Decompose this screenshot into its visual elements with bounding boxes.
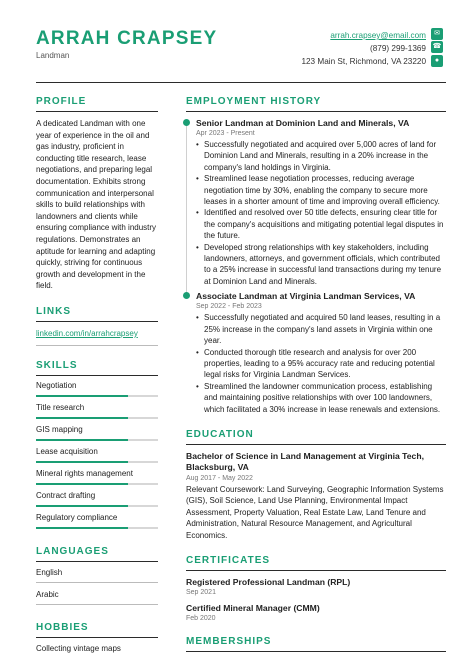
skill-level-track: [36, 395, 158, 397]
skill-item: [36, 488, 158, 510]
skill-item: [36, 422, 158, 444]
email-link[interactable]: arrah.crapsey@email.com: [330, 31, 426, 40]
education-coursework: Relevant Coursework: Land Surveying, Geographic Information Systems (GIS), Soil Science, Land Use Planning, Environmental Impact Assessment, Property Valuation, Real Estate Law, Land Tenure and Administration, Natural Resource Management, and Agricultural Economics.: [186, 484, 444, 540]
certificate-title: Registered Professional Landman (RPL): [186, 576, 351, 587]
skill-level-fill: [36, 395, 128, 397]
skill-level-track: [36, 483, 158, 485]
skill-label: Lease acquisition: [36, 446, 98, 456]
skill-level-track: [36, 417, 158, 419]
skill-level-fill: [36, 461, 128, 463]
profile-text: A dedicated Landman with one year of experience in the oil and gas industry, proficient in conducting title research, lease negotiations, and preparing legal documentation. Exhibits strong communication and interpersonal skills to build relationships with landowners and clients while ensuring compliance with industry regulations. Demonstrates an aptitude for learning and adapting quickly, striving for continuous growth and development in the field.: [36, 119, 157, 291]
certificate-date: Feb 2020: [186, 614, 216, 622]
skill-level-fill: [36, 439, 128, 441]
skill-label: GIS mapping: [36, 424, 83, 434]
skill-item: [36, 510, 158, 532]
certificate-title: Certified Mineral Manager (CMM): [186, 602, 320, 613]
languages-heading: LANGUAGES: [36, 546, 158, 562]
timeline-line: [186, 126, 187, 298]
language-divider: [36, 582, 158, 583]
skill-level-fill: [36, 505, 128, 507]
skills-heading: SKILLS: [36, 360, 158, 376]
skill-item: [36, 444, 158, 466]
left-column: [36, 96, 158, 662]
language-label: Arabic: [36, 589, 59, 599]
email-icon: ✉: [431, 28, 443, 40]
links-heading: LINKS: [36, 306, 158, 322]
linkedin-link[interactable]: linkedin.com/in/arrahcrapsey: [36, 328, 158, 346]
job-bullets: [196, 312, 446, 415]
location-icon: ●: [431, 55, 443, 67]
job-bullet: • Successfully negotiated and acquired over 5,000 acres of land for Dominion Land and Minerals, resulting in a 20% increase in the company's land holdings in Virginia.: [196, 139, 446, 173]
skill-label: Contract drafting: [36, 490, 96, 500]
skill-label: Negotiation: [36, 380, 77, 390]
employment-heading: EMPLOYMENT HISTORY: [186, 96, 446, 112]
job-bullets: [196, 139, 446, 287]
header-divider: [36, 82, 446, 83]
resume-header: [0, 0, 474, 82]
job-bullet: • Conducted thorough title research and analysis for over 200 properties, leading to a 95% accuracy rate and reducing potential legal risks for Virginia Landman Services.: [196, 347, 446, 381]
skill-level-track: [36, 461, 158, 463]
job-title-text: Associate Landman at Virginia Landman Services, VA: [196, 291, 416, 302]
timeline-dot: [183, 119, 190, 126]
job-bullet: • Streamlined lease negotiation processes, reducing average negotiation time by 30%, enabling the company to secure more leases in a shorter amount of time and improving overall efficiency.: [196, 173, 446, 207]
contact-icons: [431, 28, 443, 68]
skill-label: Regulatory compliance: [36, 512, 118, 522]
address-text: 123 Main St, Richmond, VA 23220: [301, 57, 426, 67]
skill-level-fill: [36, 483, 128, 485]
job-dates: Apr 2023 - Present: [196, 130, 255, 137]
hobbies-heading: HOBBIES: [36, 622, 158, 638]
job-bullet: • Streamlined the landowner communication process, establishing and maintaining positive relationships with over 100 landowners, which facilitated a 30% increase in lease renewals and extensions.: [196, 381, 446, 415]
skills-list: [36, 378, 158, 532]
skill-label: Title research: [36, 402, 85, 412]
candidate-name: ARRAH CRAPSEY: [36, 28, 218, 49]
skill-label: Mineral rights management: [36, 468, 133, 478]
job-title-text: Senior Landman at Dominion Land and Minerals, VA: [196, 118, 410, 128]
job-dates: Sep 2022 - Feb 2023: [196, 303, 262, 311]
memberships-heading: MEMBERSHIPS: [186, 636, 446, 652]
education-dates: Aug 2017 - May 2022: [186, 474, 253, 482]
hobby-item: [36, 640, 158, 662]
hobby-label: Collecting vintage maps: [36, 643, 121, 653]
job-entry: [196, 291, 446, 415]
skill-item: [36, 378, 158, 400]
skill-level-track: [36, 527, 158, 529]
skill-level-fill: [36, 527, 128, 529]
certificate-date: Sep 2021: [186, 588, 216, 596]
skill-level-track: [36, 505, 158, 507]
job-entry: [196, 118, 446, 287]
job-bullet: • Developed strong relationships with key stakeholders, including landowners, attorneys, and government officials, which contributed to a 25% increase in successful land transactions during my tenure at Dominion Land and Minerals.: [196, 242, 446, 288]
timeline-dot: [183, 292, 190, 299]
skill-level-track: [36, 439, 158, 441]
job-title: [196, 118, 446, 128]
job-bullet: • Successfully negotiated and acquired 50 land leases, resulting in a 25% increase in the company's land assets in Virginia within one year.: [196, 312, 446, 346]
language-label: English: [36, 567, 63, 577]
skill-item: [36, 400, 158, 422]
education-heading: EDUCATION: [186, 429, 446, 445]
job-title: [196, 291, 446, 301]
profile-heading: PROFILE: [36, 96, 158, 112]
language-item: [36, 564, 158, 586]
right-column: [186, 96, 446, 658]
phone-icon: ☎: [431, 41, 443, 53]
candidate-title: Landman: [36, 51, 70, 60]
phone-text: (879) 299-1369: [370, 44, 426, 54]
skill-level-fill: [36, 417, 128, 419]
language-divider: [36, 604, 158, 605]
skill-item: [36, 466, 158, 488]
language-item: [36, 586, 158, 608]
contact-block: [301, 29, 426, 69]
job-bullet: • Identified and resolved over 50 title defects, ensuring clear title for the company's acquisitions and mitigating potential legal disputes in the future.: [196, 207, 446, 241]
education-title: Bachelor of Science in Land Management at Virginia Tech, Blacksburg, VA: [186, 450, 424, 473]
certificates-heading: CERTIFICATES: [186, 555, 446, 571]
